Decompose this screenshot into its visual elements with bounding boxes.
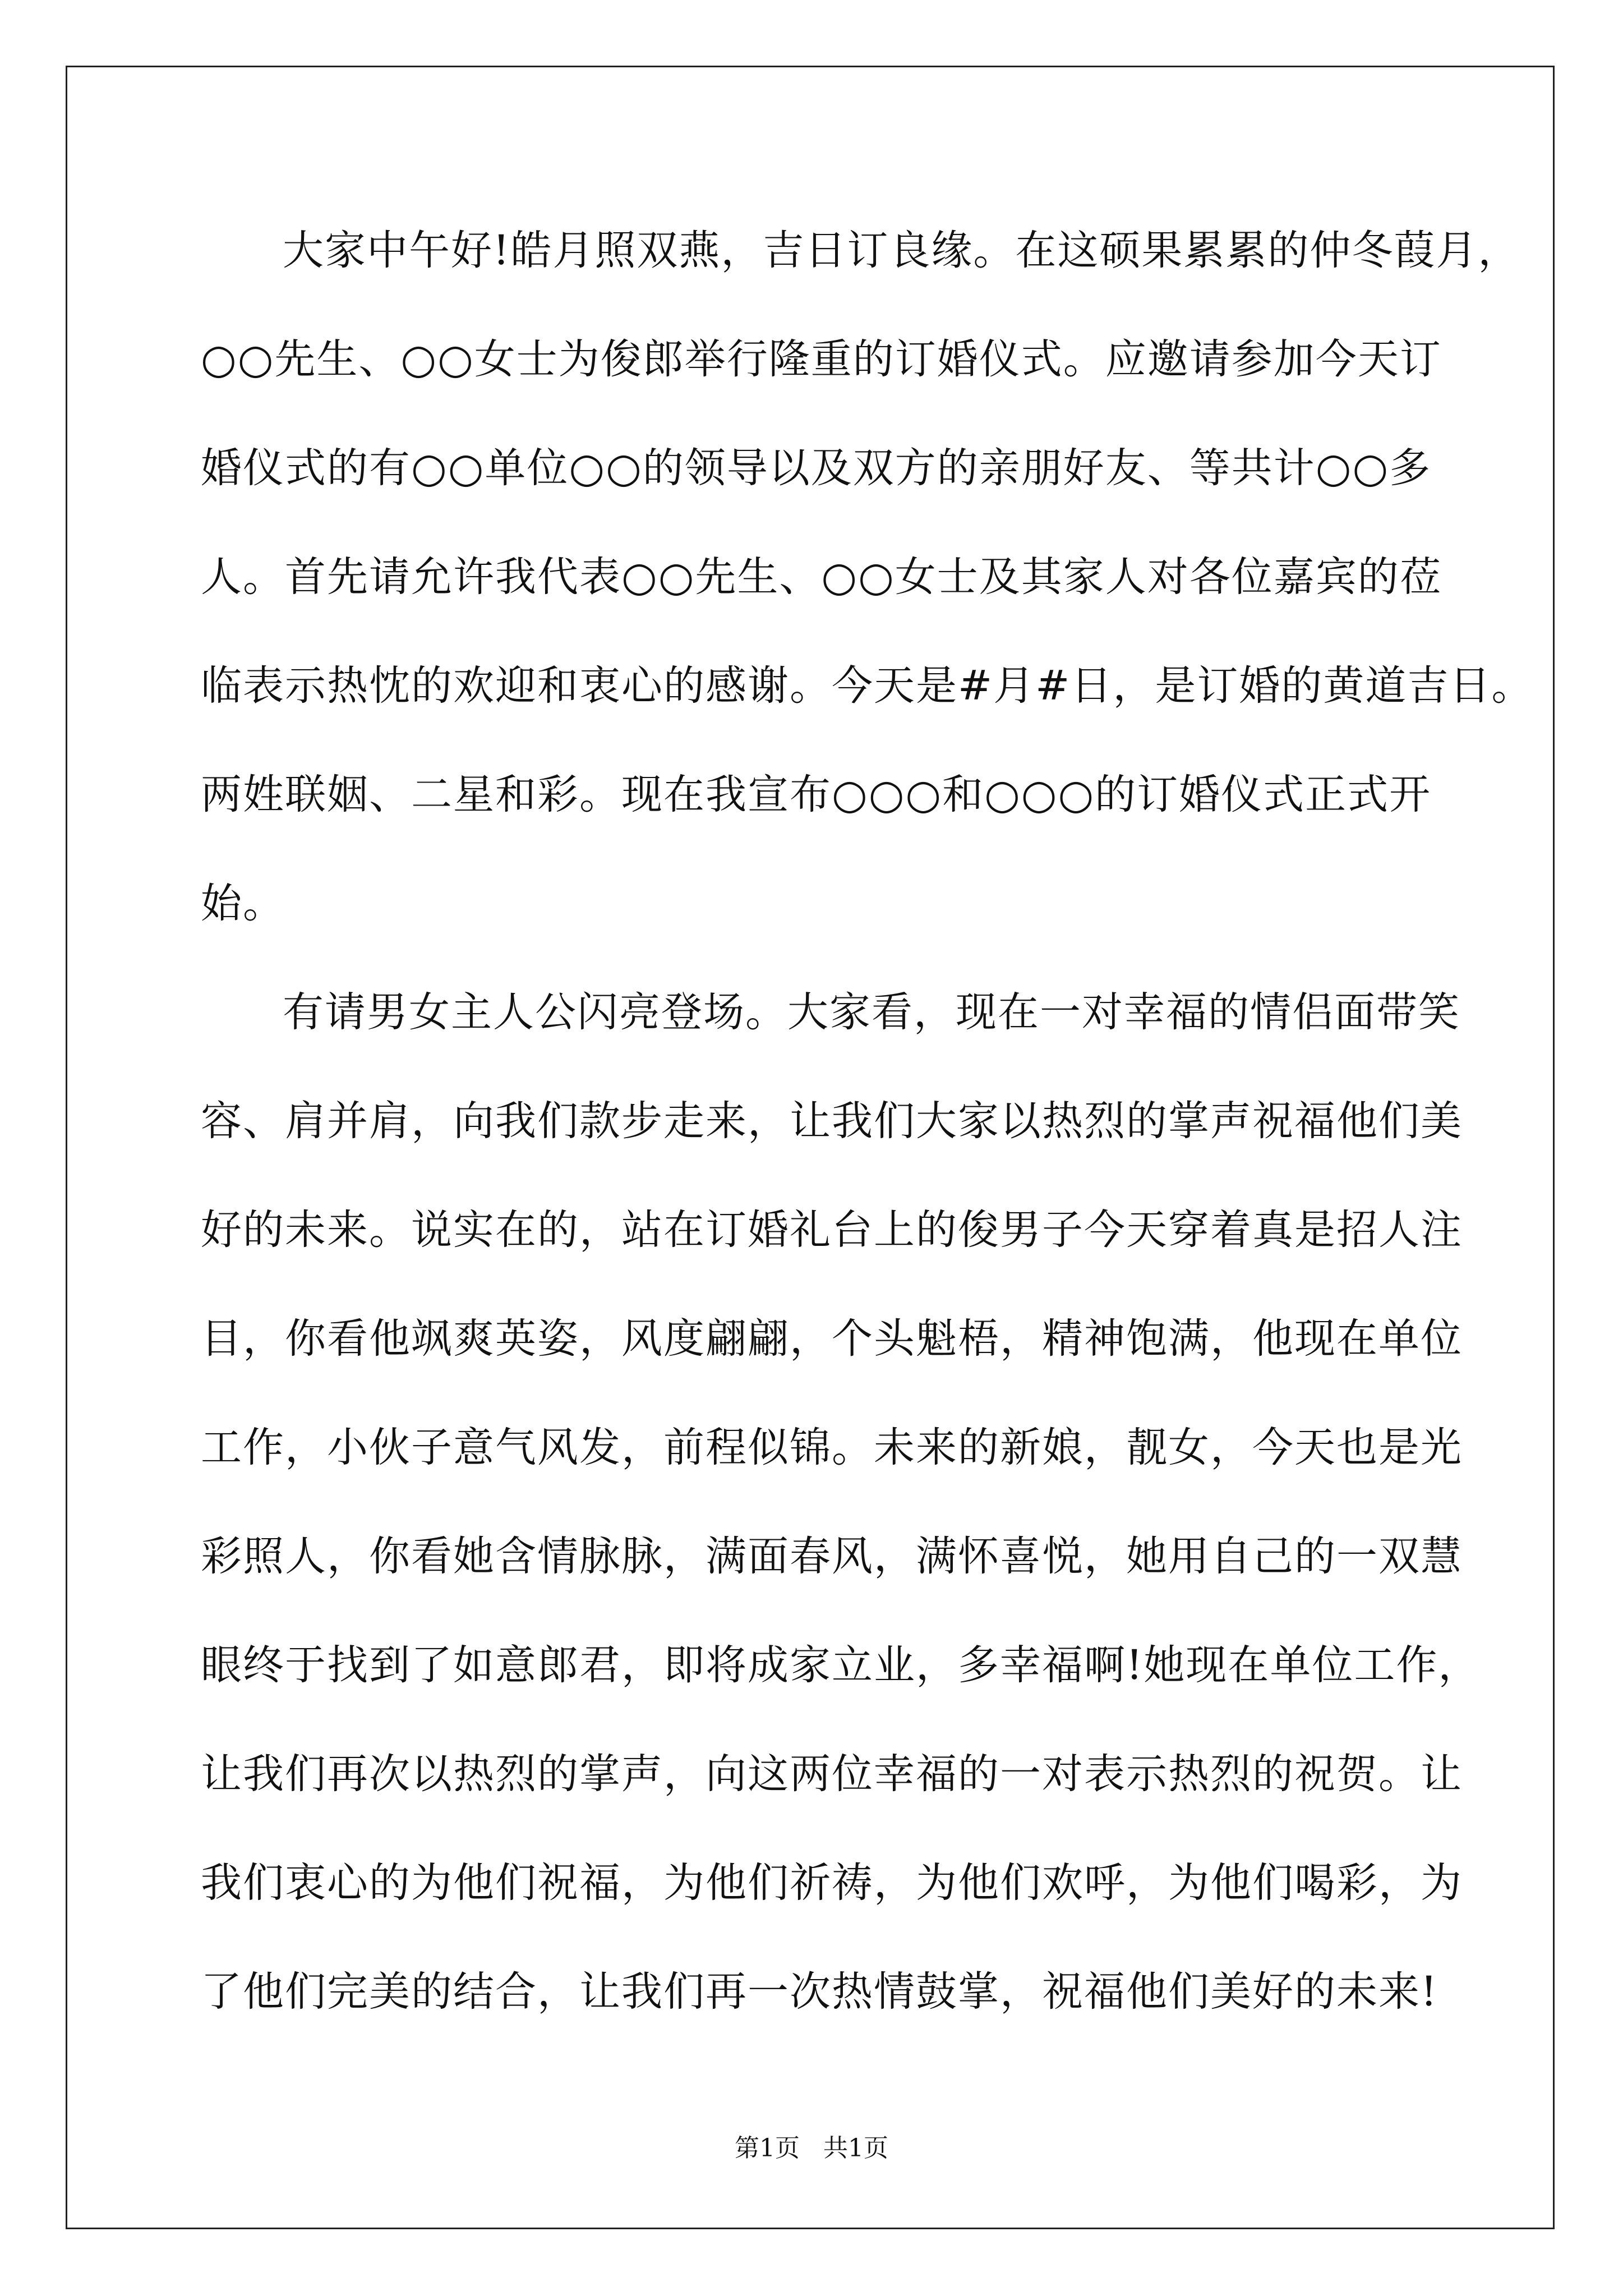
paragraph-2-line-10: 了他们完美的结合，让我们再一次热情鼓掌，祝福他们美好的未来! [201,1968,1438,2016]
paragraph-1-line-4: 人。首先请允许我代表○○先生、○○女士及其家人对各位嘉宾的莅 [201,553,1442,601]
paragraph-2-line-8: 让我们再次以热烈的掌声，向这两位幸福的一对表示热烈的祝贺。让 [201,1750,1463,1798]
paragraph-2-line-1: 有请男女主人公闪亮登场。大家看，现在一对幸福的情侣面带笑 [283,988,1460,1036]
paragraph-1-line-5: 临表示热忱的欢迎和衷心的感谢。今天是#月#日，是订婚的黄道吉日。 [201,662,1534,710]
paragraph-2-line-5: 工作，小伙子意气风发，前程似锦。未来的新娘，靓女，今天也是光 [201,1424,1463,1471]
paragraph-2-line-4: 目，你看他飒爽英姿，风度翩翩，个头魁梧，精神饱满，他现在单位 [201,1315,1463,1363]
paragraph-2-line-6: 彩照人，你看她含情脉脉，满面春风，满怀喜悦，她用自己的一双慧 [201,1533,1463,1580]
page-number-footer: 第1页 共1页 [735,2134,888,2162]
paragraph-2-line-2: 容、肩并肩，向我们款步走来，让我们大家以热烈的掌声祝福他们美 [201,1097,1463,1145]
paragraph-1-line-6: 两姓联姻、二星和彩。现在我宣布○○○和○○○的订婚仪式正式开 [201,771,1432,818]
paragraph-1-line-7: 始。 [201,880,285,927]
paragraph-1-line-2: ○○先生、○○女士为俊郎举行隆重的订婚仪式。应邀请参加今天订 [201,335,1442,383]
paragraph-1-line-3: 婚仪式的有○○单位○○的领导以及双方的亲朋好友、等共计○○多 [201,444,1432,492]
paragraph-2-line-7: 眼终于找到了如意郎君，即将成家立业，多幸福啊!她现在单位工作， [201,1641,1481,1689]
paragraph-1-line-1: 大家中午好!皓月照双燕，吉日订良缘。在这硕果累累的仲冬葭月， [283,227,1520,274]
paragraph-2-line-9: 我们衷心的为他们祝福，为他们祈祷，为他们欢呼，为他们喝彩，为 [201,1859,1463,1907]
paragraph-2-line-3: 好的未来。说实在的，站在订婚礼台上的俊男子今天穿着真是招人注 [201,1206,1463,1254]
